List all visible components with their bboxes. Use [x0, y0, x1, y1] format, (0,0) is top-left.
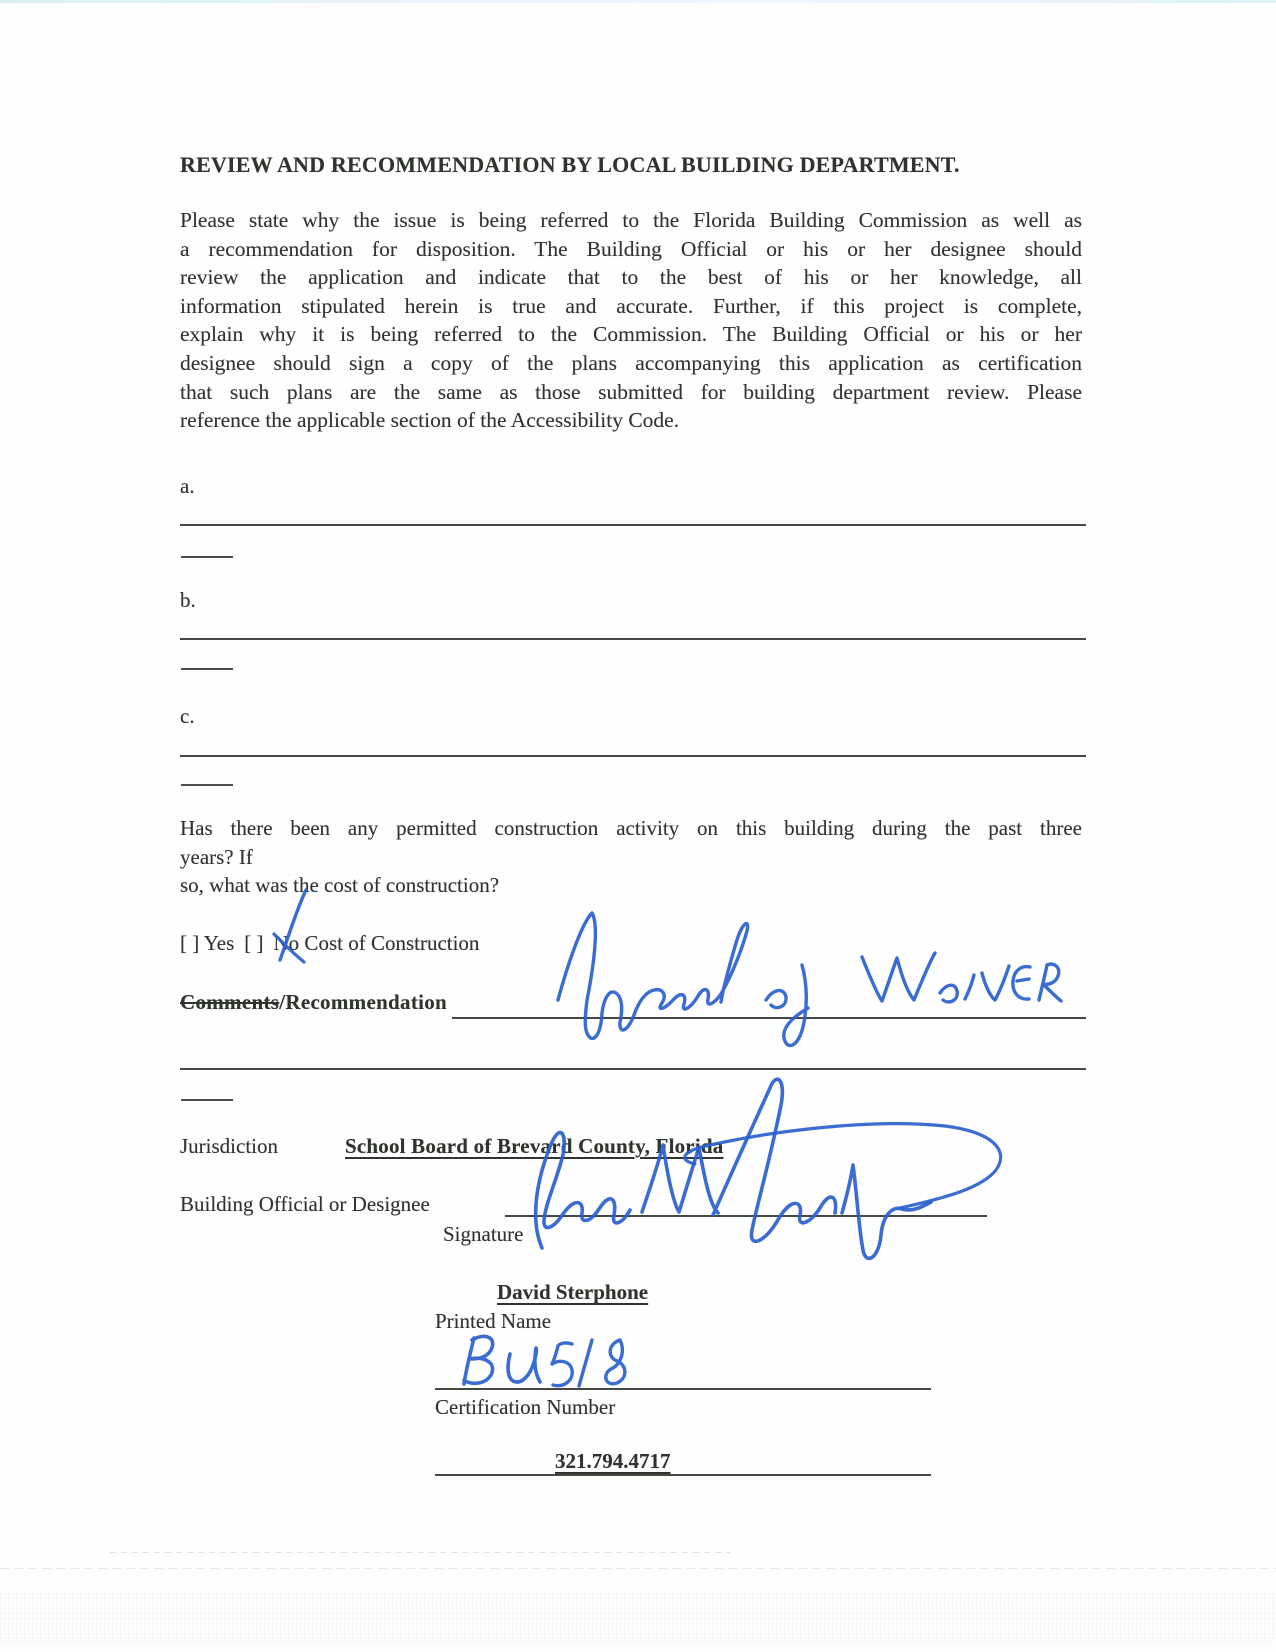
scan-artifact-noise-band — [0, 1592, 1276, 1644]
scan-artifact-faint-line-2 — [0, 1568, 1276, 1569]
paragraph-line: a recommendation for disposition. The Building Official or his or her designee should — [180, 236, 1082, 261]
item-a-label: a. — [180, 474, 195, 498]
scan-artifact-faint-line — [110, 1552, 730, 1553]
question-line: Has there been any permitted construction activity on this building during the past three — [180, 816, 1082, 840]
paragraph-line: that such plans are the same as those submitted for building department review. Please — [180, 379, 1082, 404]
cost-of-construction-label: No Cost of Construction — [273, 931, 480, 955]
question-line: years? If — [180, 844, 253, 869]
phone-number-line — [435, 1474, 931, 1476]
paragraph-line: review the application and indicate that to the best of his or her knowledge, all — [180, 265, 1082, 290]
item-c-label: c. — [180, 704, 195, 728]
signature-caption: Signature — [443, 1222, 524, 1246]
building-official-label: Building Official or Designee — [180, 1192, 430, 1216]
paragraph-line: designee should sign a copy of the plans accompanying this application as certification — [180, 350, 1082, 375]
scan-artifact-top-line — [0, 0, 1276, 3]
no-checkbox: [ ] — [244, 931, 264, 955]
question-line: so, what was the cost of construction? — [180, 873, 500, 898]
item-c-blank-line — [180, 755, 1086, 757]
comments-label — [180, 988, 447, 1016]
official-signature-handwriting — [430, 1070, 1030, 1290]
paragraph-line: information stipulated herein is true and accurate. Further, if this project is complete, — [180, 293, 1082, 318]
yes-checkbox: [ ] Yes — [180, 931, 235, 955]
signature-line — [505, 1215, 987, 1217]
recommendation-word: /Recommendation — [279, 990, 448, 1014]
paragraph-line: Please state why the issue is being referred to the Florida Building Commission as well as — [180, 208, 1082, 232]
item-b-blank-line — [180, 638, 1086, 640]
certification-number-line — [435, 1388, 931, 1390]
printed-name-caption: Printed Name — [435, 1309, 552, 1333]
form-title: REVIEW AND RECOMMENDATION BY LOCAL BUILDING DEPARTMENT. — [180, 152, 960, 177]
printed-name-value: David Sterphone — [497, 1280, 649, 1304]
certification-number-caption: Certification Number — [435, 1395, 616, 1419]
item-a-blank-line — [180, 524, 1086, 526]
comments-short-line — [181, 1099, 233, 1101]
item-a-short-line — [181, 556, 233, 558]
paragraph-line: reference the applicable section of the Accessibility Code. — [180, 408, 680, 433]
item-b-label: b. — [180, 588, 196, 612]
intro-paragraph — [180, 206, 1082, 435]
construction-question — [180, 814, 1082, 900]
jurisdiction-value: School Board of Brevard County, Florida — [345, 1134, 724, 1158]
cost-checkbox-row — [180, 929, 489, 957]
item-c-short-line — [181, 784, 233, 786]
comments-second-blank-line — [180, 1068, 1086, 1070]
phone-number-value: 321.794.4717 — [555, 1449, 671, 1473]
comments-blank-line — [452, 1017, 1086, 1019]
comments-word-struck: Comments — [180, 990, 280, 1014]
jurisdiction-label: Jurisdiction — [180, 1134, 278, 1158]
item-b-short-line — [181, 668, 233, 670]
paragraph-line: explain why it is being referred to the Commission. The Building Official or his or her — [180, 322, 1082, 347]
comments-handwriting — [540, 905, 1080, 1060]
